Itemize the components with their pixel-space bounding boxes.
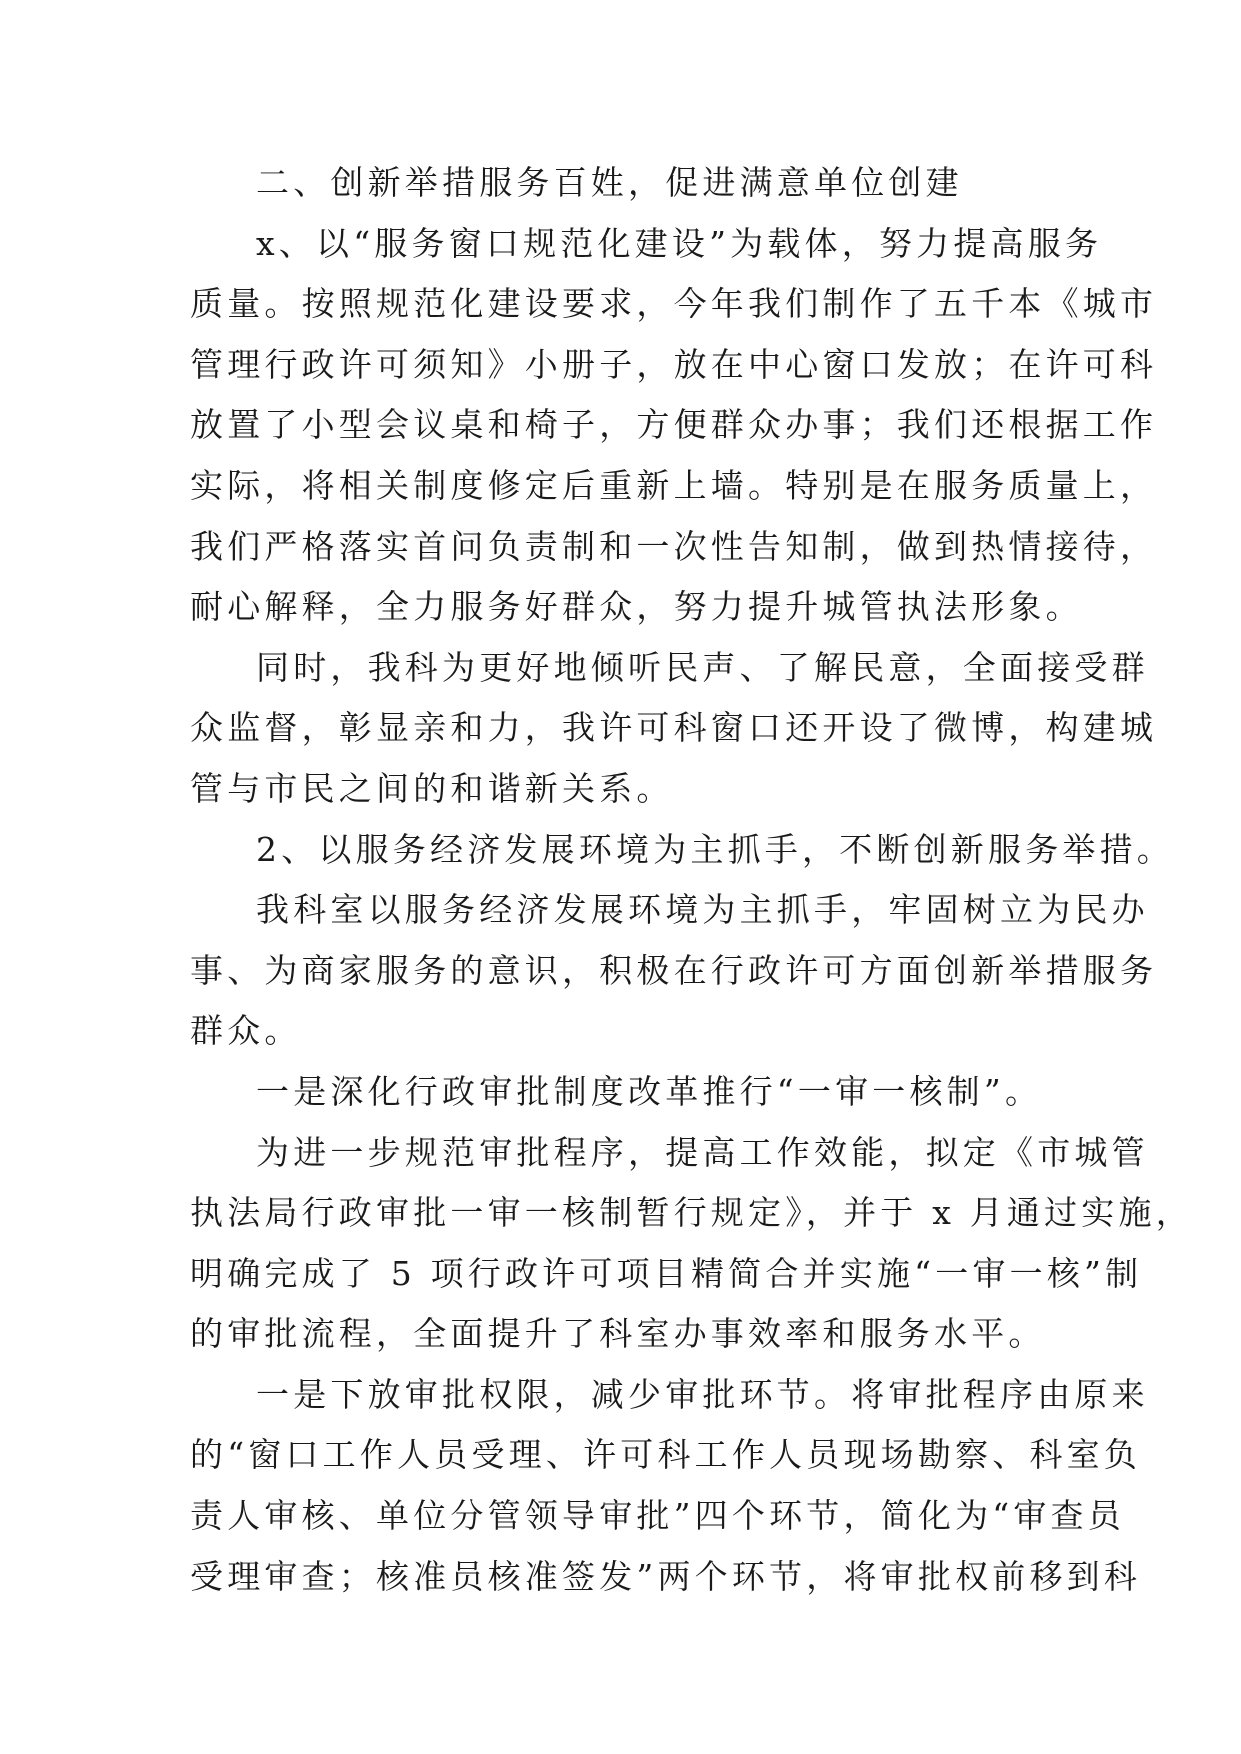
document-body [190,153,1193,1607]
text-line: 管与市民之间的和谐新关系。 [190,768,674,808]
text-line: 执法局行政审批一审一核制暂行规定》，并于 x 月通过实施， [190,1193,1193,1233]
paragraph-economic-environment [190,820,1174,881]
section-heading [190,153,1070,214]
text-line: 众监督，彰显亲和力，我许可科窗口还开设了微博，构建城 [190,708,1158,748]
paragraph-department [190,880,1158,1062]
text-line: 我们严格落实首问负责制和一次性告知制，做到热情接待， [190,526,1158,566]
text-line: 为进一步规范审批程序，提高工作效能，拟定《市城管 [256,1132,1149,1172]
text-line: 群众。 [190,1011,302,1051]
text-line: 实际，将相关制度修定后重新上墙。特别是在服务质量上， [190,465,1158,505]
text-line: 我科室以服务经济发展环境为主抓手，牢固树立为民办 [256,890,1149,930]
paragraph-service-window [190,214,1158,638]
text-line: 放置了小型会议桌和椅子，方便群众办事；我们还根据工作 [190,405,1158,445]
paragraph-regulation [190,1123,1193,1365]
text-line: 的“窗口工作人员受理、许可科工作人员现场勘察、科室负 [190,1435,1142,1475]
paragraph-weibo [190,638,1158,820]
text-line: 耐心解释，全力服务好群众，努力提升城管执法形象。 [190,587,1083,627]
text-line: 管理行政许可须知》小册子，放在中心窗口发放；在许可科 [190,344,1158,384]
text-line: 责人审核、单位分管领导审批”四个环节，简化为“审查员 [190,1496,1125,1536]
text-line: 一是深化行政审批制度改革推行“一审一核制”。 [256,1071,1043,1111]
text-line: 二、创新举措服务百姓，促进满意单位创建 [256,163,963,202]
text-line: 同时，我科为更好地倾听民声、了解民意，全面接受群 [256,647,1149,687]
text-line: 2、以服务经济发展环境为主抓手，不断创新服务举措。 [256,829,1174,869]
text-line: 事、为商家服务的意识，积极在行政许可方面创新举措服务 [190,950,1158,990]
paragraph-approval-authority [190,1365,1149,1607]
text-line: 明确完成了 5 项行政许可项目精简合并实施“一审一核”制 [190,1253,1143,1293]
text-line: 质量。按照规范化建设要求，今年我们制作了五千本《城市 [190,284,1158,324]
text-line: 一是下放审批权限，减少审批环节。将审批程序由原来 [256,1374,1149,1414]
text-line: 受理审查；核准员核准签发”两个环节，将审批权前移到科 [190,1556,1142,1596]
paragraph-reform [190,1062,1070,1123]
text-line: 的审批流程，全面提升了科室办事效率和服务水平。 [190,1314,1046,1354]
text-line: x、以“服务窗口规范化建设”为载体，努力提高服务 [256,223,1103,263]
